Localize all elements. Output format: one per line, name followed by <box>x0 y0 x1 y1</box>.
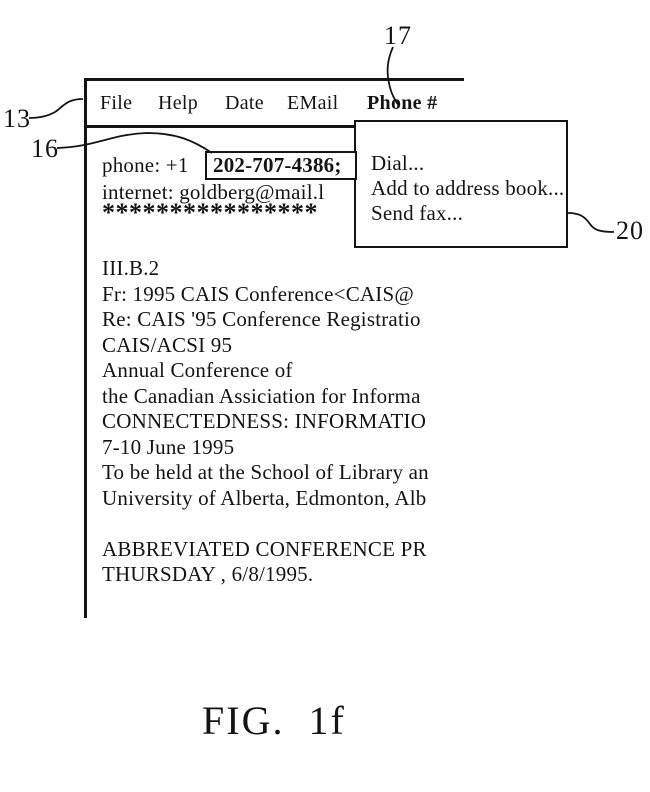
menu-item-date[interactable]: Date <box>225 92 264 114</box>
separator-asterisks: **************** <box>102 198 318 227</box>
leader-line-13 <box>29 99 83 118</box>
body-line: Annual Conference of <box>102 358 293 382</box>
menu-item-file[interactable]: File <box>100 92 133 114</box>
dropdown-item-add-to-address-book[interactable]: Add to address book... <box>371 176 565 200</box>
leader-line-20 <box>568 213 614 232</box>
body-line: CAIS/ACSI 95 <box>102 332 233 357</box>
menubar-bottom-border <box>84 125 357 128</box>
dropdown-item-send-fax[interactable]: Send fax... <box>371 201 464 225</box>
menu-item-help[interactable]: Help <box>158 92 199 114</box>
body-line-blank <box>102 511 429 537</box>
body-line: 7-10 June 1995 <box>102 434 235 459</box>
message-body <box>102 256 429 588</box>
body-line: To be held at the School of Library an <box>102 460 429 484</box>
internet-address-line: internet: goldberg@mail.l <box>102 180 325 204</box>
body-line: III.B.2 <box>102 256 160 280</box>
body-line: CONNECTEDNESS: INFORMATIO <box>102 409 427 433</box>
window-top-border <box>84 78 464 81</box>
reference-numeral-20: 20 <box>616 216 644 245</box>
menu-item-phone-number[interactable]: Phone # <box>367 92 438 114</box>
dropdown-item-dial[interactable]: Dial... <box>371 151 425 175</box>
reference-numeral-13: 13 <box>3 104 31 133</box>
reference-numeral-17: 17 <box>384 21 412 50</box>
body-line: ABBREVIATED CONFERENCE PR <box>102 536 427 561</box>
body-line: Fr: 1995 CAIS Conference<CAIS@ <box>102 281 414 306</box>
reference-numeral-16: 16 <box>31 134 59 163</box>
body-line: Re: CAIS '95 Conference Registratio <box>102 307 421 331</box>
phone-number-box[interactable] <box>205 151 357 180</box>
phone-line-label: phone: +1 <box>102 153 189 177</box>
body-line: University of Alberta, Edmonton, Alb <box>102 485 427 510</box>
leader-line-16 <box>57 133 212 153</box>
body-line: the Canadian Assiciation for Informa <box>102 383 421 408</box>
window-left-border <box>84 78 87 618</box>
phone-dropdown-menu <box>354 120 568 248</box>
figure-caption: FIG. 1f <box>202 698 346 743</box>
phone-number-value: 202-707-4386; <box>213 153 342 177</box>
body-line: THURSDAY , 6/8/1995. <box>102 562 314 586</box>
menu-item-email[interactable]: EMail <box>287 92 339 114</box>
